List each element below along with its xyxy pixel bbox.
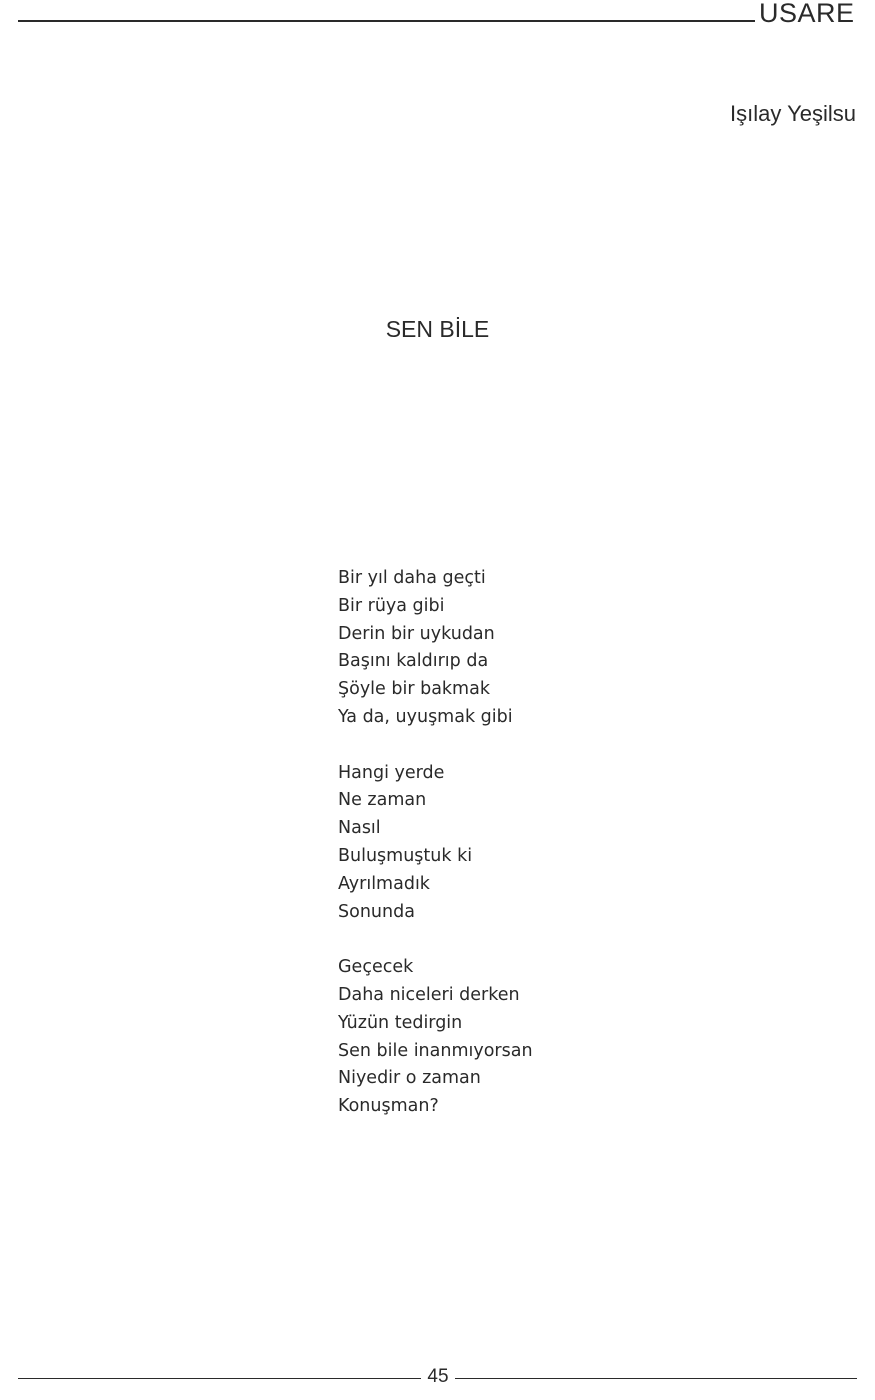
poem-line: Nasıl bbox=[338, 818, 381, 839]
poem-line: Derin bir uykudan bbox=[338, 623, 495, 644]
poem-line: Başını kaldırıp da bbox=[338, 651, 489, 672]
magazine-title: USARE bbox=[759, 0, 855, 28]
poem-line: Konuşman? bbox=[338, 1096, 439, 1117]
stanza-1 bbox=[338, 565, 533, 732]
poem-line: Yüzün tedirgin bbox=[338, 1012, 463, 1033]
poem-line: Sonunda bbox=[338, 901, 415, 922]
footer-rule-right bbox=[455, 1378, 857, 1379]
stanza-3 bbox=[338, 954, 533, 1121]
poem-line: Buluşmuştuk ki bbox=[338, 845, 473, 866]
poem-line: Şöyle bir bakmak bbox=[338, 679, 490, 700]
poem-line: Daha niceleri derken bbox=[338, 984, 520, 1005]
poem-line: Bir yıl daha geçti bbox=[338, 568, 486, 588]
poem-line: Ayrılmadık bbox=[338, 873, 430, 894]
poem-line: Niyedir o zaman bbox=[338, 1068, 481, 1089]
poem-line: Bir rüya gibi bbox=[338, 595, 445, 616]
page-number: 45 bbox=[427, 1366, 449, 1387]
poem-line: Ne zaman bbox=[338, 790, 427, 811]
poem-line: Hangi yerde bbox=[338, 762, 445, 783]
poem-line: Geçecek bbox=[338, 957, 414, 978]
stanza-2 bbox=[338, 760, 533, 927]
author-name: Işılay Yeşilsu bbox=[730, 101, 856, 126]
poem-line: Ya da, uyuşmak gibi bbox=[338, 706, 513, 727]
header-rule bbox=[18, 20, 755, 22]
poem-body bbox=[338, 565, 533, 1149]
footer-rule-left bbox=[18, 1378, 421, 1379]
poem-line: Sen bile inanmıyorsan bbox=[338, 1040, 533, 1061]
poem-title: SEN BİLE bbox=[385, 316, 490, 342]
